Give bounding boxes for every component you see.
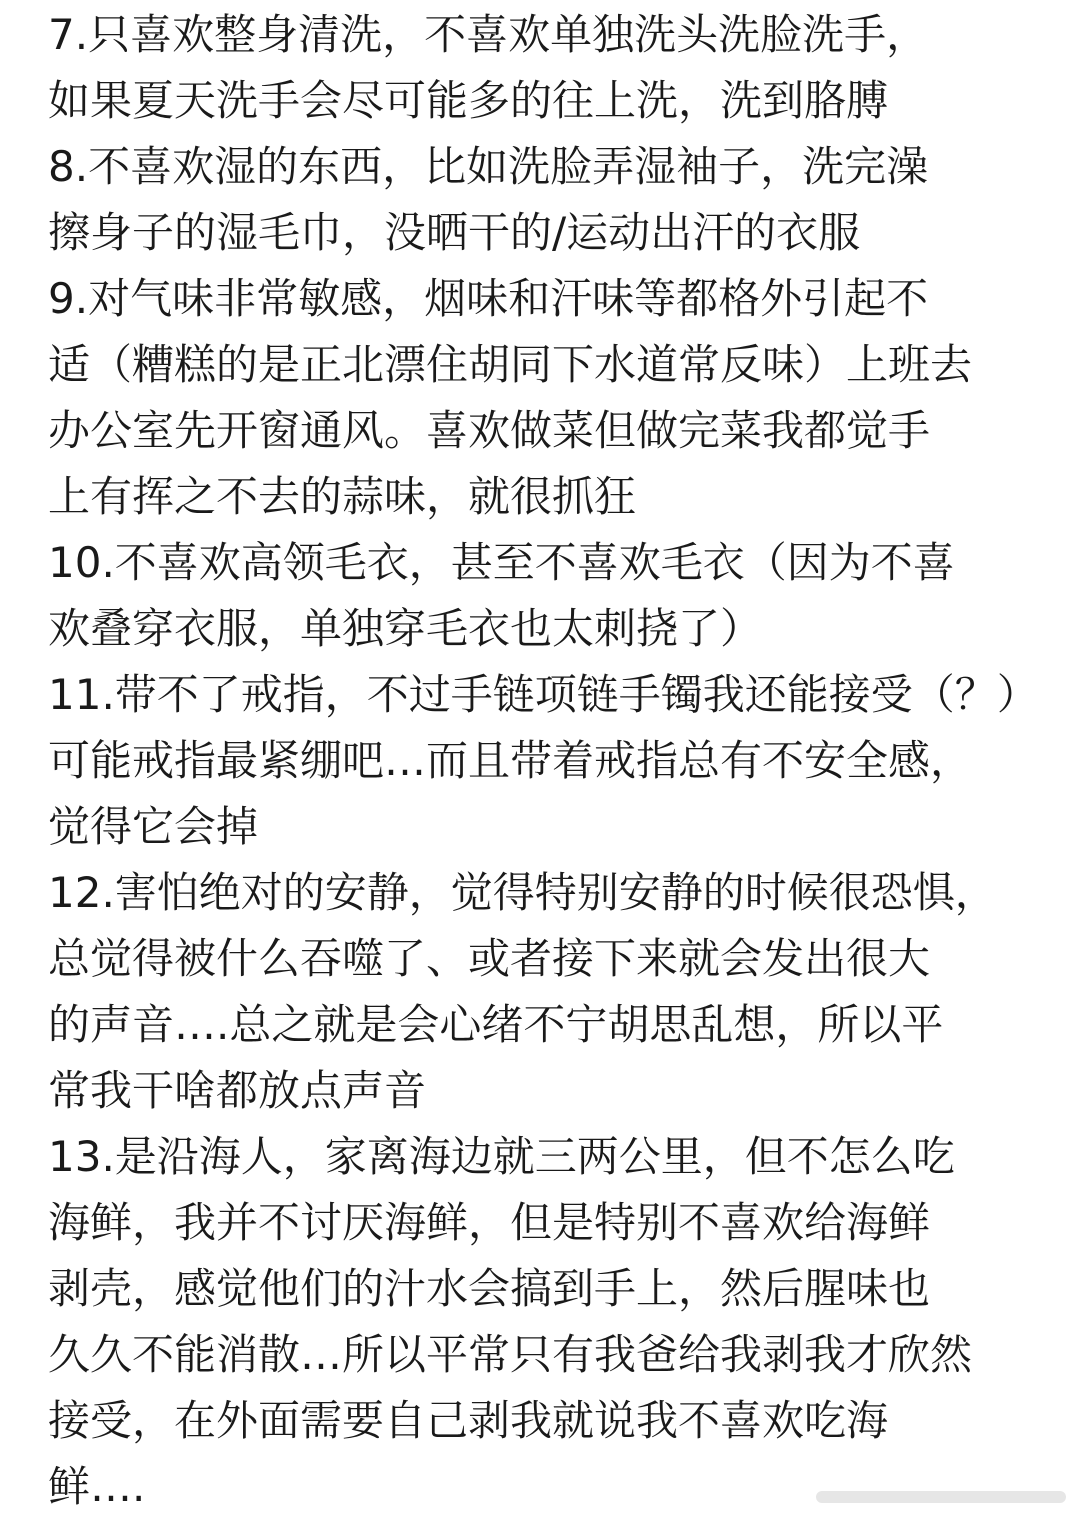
text-line: 的声音….总之就是会心绪不宁胡思乱想，所以平: [48, 1000, 944, 1049]
text-line: 剥壳，感觉他们的汁水会搞到手上，然后腥味也: [48, 1264, 931, 1313]
text-line: 适（糟糕的是正北漂住胡同下水道常反味）上班去: [48, 340, 973, 389]
text-line: 擦身子的湿毛巾，没晒干的/运动出汗的衣服: [48, 208, 861, 257]
text-body: [48, 2, 1080, 1520]
text-line: 如果夏天洗手会尽可能多的往上洗，洗到胳膊: [48, 76, 889, 125]
text-line: 接受，在外面需要自己剥我就说我不喜欢吃海: [48, 1396, 889, 1445]
text-line: 10.不喜欢高领毛衣，甚至不喜欢毛衣（因为不喜: [48, 538, 955, 587]
text-line: 久久不能消散…所以平常只有我爸给我剥我才欣然: [48, 1330, 973, 1379]
text-line: 9.对气味非常敏感，烟味和汗味等都格外引起不: [48, 274, 929, 323]
text-line: 常我干啥都放点声音: [48, 1066, 427, 1115]
text-line: 11.带不了戒指，不过手链项链手镯我还能接受（？）: [48, 670, 1039, 719]
text-line: 总觉得被什么吞噬了、或者接下来就会发出很大: [48, 934, 931, 983]
text-line: 办公室先开窗通风。喜欢做菜但做完菜我都觉手: [48, 406, 931, 455]
text-line: 12.害怕绝对的安静，觉得特别安静的时候很恐惧，: [48, 868, 997, 917]
watermark-logo: [816, 1488, 1066, 1506]
text-line: 8.不喜欢湿的东西，比如洗脸弄湿袖子，洗完澡: [48, 142, 929, 191]
text-line: 13.是沿海人，家离海边就三两公里，但不怎么吃: [48, 1132, 955, 1181]
text-line: 鲜….: [48, 1462, 146, 1511]
text-line: 可能戒指最紧绷吧…而且带着戒指总有不安全感，: [48, 736, 973, 785]
text-line: 海鲜，我并不讨厌海鲜，但是特别不喜欢给海鲜: [48, 1198, 931, 1247]
text-line: 7.只喜欢整身清洗，不喜欢单独洗头洗脸洗手，: [48, 10, 929, 59]
text-line: 觉得它会掉: [48, 802, 259, 851]
text-line: 上有挥之不去的蒜味，就很抓狂: [48, 472, 637, 521]
text-line: 欢叠穿衣服，单独穿毛衣也太刺挠了）: [48, 604, 763, 653]
